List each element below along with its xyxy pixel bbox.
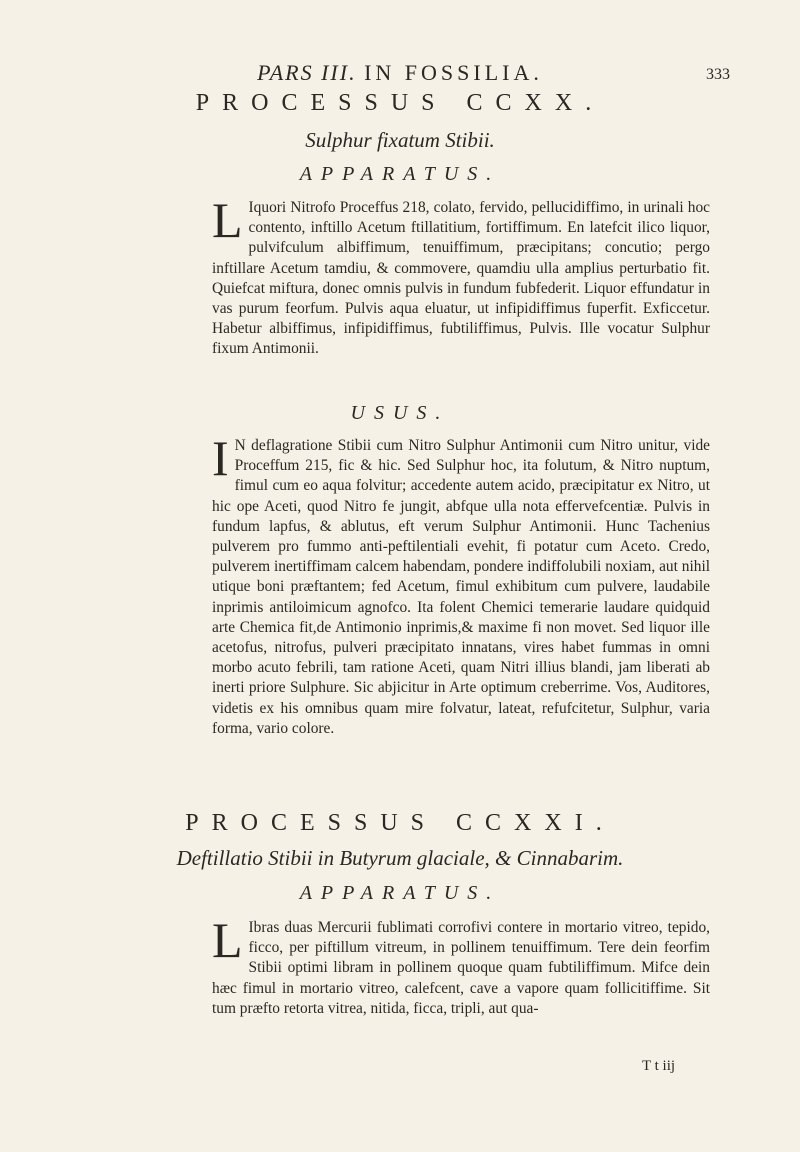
signature-mark: T t iij <box>642 1058 676 1074</box>
running-head-section: IN FOSSILIA. <box>364 60 543 85</box>
dropcap: L <box>212 912 243 968</box>
process-ccxxi-subtitle: Deftillatio Stibii in Butyrum glaciale, & Cinnabarim. <box>176 846 624 870</box>
process-ccxx-heading: PROCESSUS CCXX. <box>195 90 605 116</box>
process-ccxxi-subtitle-block <box>0 846 800 871</box>
process-ccxx-subtitle-block <box>0 128 800 153</box>
dropcap: I <box>212 430 229 486</box>
process-ccxx-subtitle: Sulphur fixatum Stibii. <box>305 128 495 152</box>
process-ccxxi-heading-block <box>0 810 800 837</box>
process-ccxx-heading-block <box>0 90 800 117</box>
process-ccxx-usus-heading: USUS. <box>350 402 450 424</box>
process-ccxxi-apparatus-heading-block <box>0 882 800 905</box>
running-head <box>0 60 800 86</box>
page-number: 333 <box>706 66 730 83</box>
process-ccxx-apparatus-heading-block <box>0 163 800 186</box>
process-ccxx-usus-paragraph <box>212 430 710 739</box>
process-ccxx-apparatus-heading: APPARATUS. <box>299 163 501 185</box>
process-ccxx-apparatus-paragraph <box>212 192 710 360</box>
process-ccxxi-apparatus-heading: APPARATUS. <box>299 882 501 904</box>
process-ccxxi-apparatus-paragraph <box>212 912 710 1019</box>
process-ccxx-usus-heading-block <box>0 402 800 425</box>
paragraph-text: Iquori Nitrofo Proceffus 218, colato, fervido, pellucidiffimo, in urinali hoc contento, inftillo Acetum ftillatitium, fortiffimum. En latefcit ilico liquor, pulvifculum albiffimum, tenuiffimum, præcipitans; concutio; pergo inftillare Acetum tamdiu, & commovere, quamdiu ulla amplius perturbatio fit. Quiefcat miftura, donec omnis pulvis in fundum fubfederit. Liquor effundatur in vas purum feorfum. Pulvis aqua eluatur, ut infipidiffimus fuperfit. Exficcetur. Habetur albiffimus, infipidiffimus, fubtiliffimus, Pulvis. Ille vocatur Sulphur fixum Antimonii. <box>212 199 710 358</box>
paragraph-text: Ibras duas Mercurii fublimati corrofivi contere in mortario vitreo, tepido, ficco, per piftillum vitreum, in pollinem tenuiffimum. Tere dein feorfim Stibii optimi libram in pollinem quoque quam fubtiliffimum. Mifce dein hæc fimul in mortario vitreo, calefcent, cave a vapore quam follicitiffime. Sit tum præfto retorta vitrea, nitida, ficca, tripli, aut qua- <box>212 919 710 1017</box>
dropcap: L <box>212 192 243 248</box>
paragraph-text: N deflagratione Stibii cum Nitro Sulphur Antimonii cum Nitro unitur, vide Proceffum 215, fic & hic. Sed Sulphur hoc, ita folutum, & Nitro nuptum, fimul cum eo aqua folvitur; accedente autem acido, præcipitatur ex Nitro, ut hic ope Aceti, quod Nitro fe jungit, abfque ulla nota effervefcentiæ. Pulvis in fundum lapfus, & ablutus, eft verum Sulphur Antimonii. Hunc Tachenius pulverem pro fummo anti-peftilentiali evehit, fi potatur cum Aceto. Credo, pulverem inertiffimam calcem habendam, pondere indiffolubili noxiam, aut nihil utique boni præftantem; fed Acetum, fimul exhibitum cum pulvere, laudabile inprimis antiloimicum agnofco. Ita folent Chemici temerarie laudare quidquid arte Chemica fit,de Antimonio inprimis,& maxime fi non movet. Sed liquor ille acetofus, nitrofus, pulveri præcipitato innatans, vires habet fummas in omni morbo acuto febrili, tam ratione Aceti, quam Nitri illius blandi, jam liberati ab inerti priore Sulphure. Sic abjicitur in Arte optimum creberrime. Vos, Auditores, videtis ex his omnibus quam mire folvatur, lateat, refufcitetur, Sulphur, varia forma, vario colore. <box>212 437 710 737</box>
process-ccxxi-heading: PROCESSUS CCXXI. <box>185 810 615 836</box>
running-head-pars: PARS III. <box>257 60 357 85</box>
